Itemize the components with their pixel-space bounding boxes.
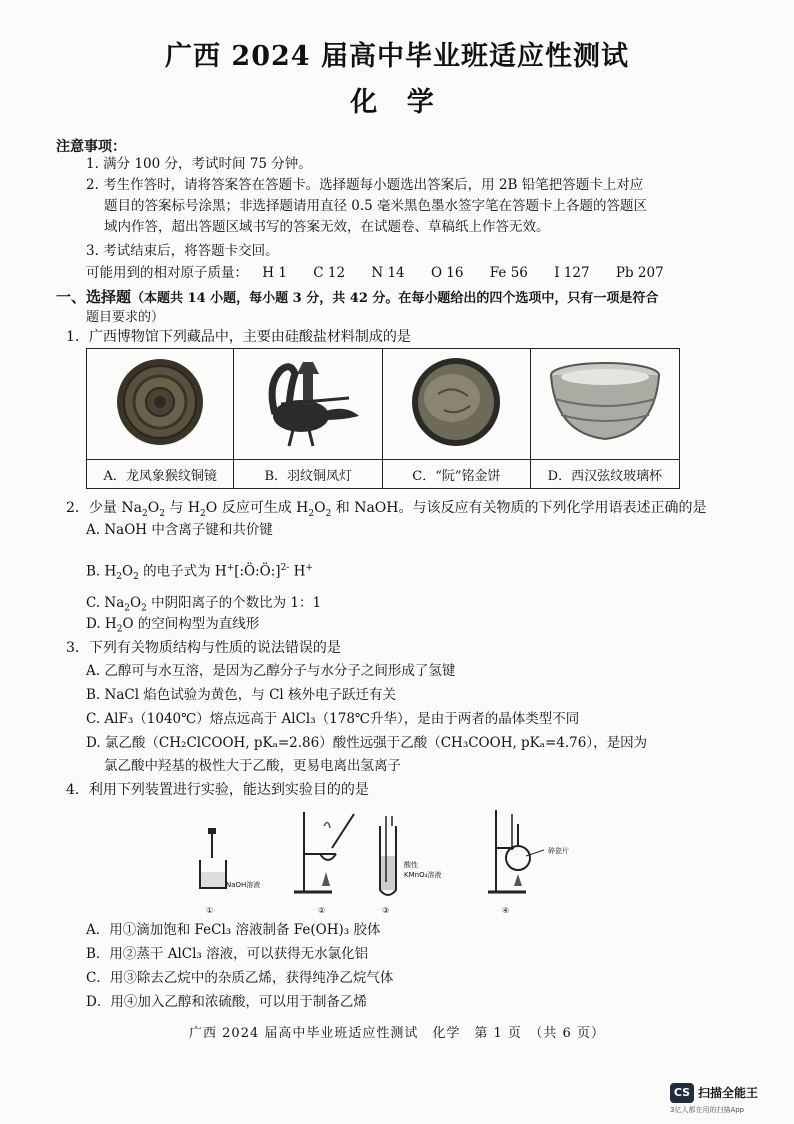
page-title: 广西 2024 届高中毕业班适应性测试 xyxy=(165,41,629,72)
mass-i: I 127 xyxy=(554,265,590,281)
apparatus-2-evaporation xyxy=(292,808,372,900)
section-heading-text: 一、选择题 xyxy=(56,288,132,306)
q2-stem: 2．少量 $Na_2O_2$ 与 $H_2O$ 反应可生成 $H_2O_2$ 和 NaOH。与该反应有关物质的下列化学用语表述正确的是 xyxy=(66,500,707,519)
notes-heading: 注意事项： xyxy=(56,139,126,155)
atomic-mass-row xyxy=(86,264,664,283)
note-3: 3. 考试结束后，将答题卡交回。 xyxy=(86,243,279,259)
scanner-watermark xyxy=(670,1082,780,1115)
mass-n: N 14 xyxy=(371,265,405,281)
q3-option-c: C. AlF₃（1040℃）熔点远高于 AlCl₃（178℃升华），是由于两者的晶体类型不同 xyxy=(86,711,580,727)
item-b-photo xyxy=(234,349,383,460)
q1-collection-table xyxy=(86,348,680,489)
mass-fe: Fe 56 xyxy=(489,265,528,281)
subject-title: 化 学 xyxy=(350,87,444,118)
camscanner-logo-icon: CS xyxy=(670,1083,694,1103)
watermark-tagline: 3亿人都在用的扫描App xyxy=(670,1105,745,1114)
mass-pb: Pb 207 xyxy=(615,265,664,281)
option-a-caption: A．龙凤象猴纹铜镜 xyxy=(87,460,234,489)
item-a-photo xyxy=(87,349,234,460)
note-2-cont: 题目的答案标号涂黑；非选择题请用直径 0.5 毫米黑色墨水签字笔在答题卡上各题的答题区 xyxy=(104,198,648,214)
apparatus-4-label: 碎瓷片 xyxy=(548,847,569,855)
apparatus-1-label: NaOH溶液 xyxy=(226,881,261,889)
apparatus-3-number: ③ xyxy=(382,906,390,915)
q3-option-d: D. 氯乙酸（CH₂ClCOOH, pKₐ=2.86）酸性远强于乙酸（CH₃COOH, pKₐ=4.76），是因为 xyxy=(86,735,648,751)
mass-o: O 16 xyxy=(430,265,464,281)
atomic-mass-label: 可能用到的相对原子质量： xyxy=(86,265,248,281)
q4-stem: 4．利用下列装置进行实验，能达到实验目的的是 xyxy=(66,782,369,798)
note-1: 1. 满分 100 分，考试时间 75 分钟。 xyxy=(86,156,312,172)
mass-h: H 1 xyxy=(262,265,287,281)
gold-cake-image xyxy=(408,354,504,450)
option-b-caption: B．羽纹铜凤灯 xyxy=(234,460,383,489)
mass-c: C 12 xyxy=(313,265,346,281)
bronze-mirror-image xyxy=(114,356,206,448)
glass-cup-image xyxy=(545,357,665,447)
q3-option-a: A. 乙醇可与水互溶，是因为乙醇分子与水分子之间形成了氢键 xyxy=(86,663,456,679)
q2-option-c: C. $Na_2O_2$ 中阴阳离子的个数比为 1：1 xyxy=(86,595,322,614)
q4-apparatus-figure xyxy=(196,808,636,920)
item-c-photo xyxy=(383,349,531,460)
apparatus-3-label-2: KMnO₄溶液 xyxy=(404,871,442,879)
apparatus-1-number: ① xyxy=(206,906,214,915)
q4-option-c: C．用③除去乙烷中的杂质乙烯，获得纯净乙烷气体 xyxy=(86,970,394,986)
section-heading xyxy=(56,286,658,307)
q2-option-a: A. NaOH 中含离子键和共价键 xyxy=(86,522,273,538)
q3-option-b: B. NaCl 焰色试验为黄色，与 Cl 核外电子跃迁有关 xyxy=(86,687,397,703)
option-c-caption: C．“阮”铭金饼 xyxy=(383,460,531,489)
q2-option-b: B. $H_2O_2$ 的电子式为 H+[:Ö:Ö:]$^{2-}$ H+ xyxy=(86,563,313,583)
page-footer: 广西 2024 届高中毕业班适应性测试 化学 第 1 页 （共 6 页） xyxy=(189,1026,605,1041)
option-d-caption: D．西汉弦纹玻璃杯 xyxy=(530,460,679,489)
q2-option-d: D. $H_2O$ 的空间构型为直线形 xyxy=(86,616,260,635)
q4-option-a: A．用①滴加饱和 FeCl₃ 溶液制备 Fe(OH)₃ 胶体 xyxy=(86,922,381,938)
note-2-cont2: 域内作答，超出答题区域书写的答案无效，在试题卷、草稿纸上作答无效。 xyxy=(104,219,550,235)
apparatus-3-label-1: 酸性 xyxy=(404,861,418,869)
note-2: 2. 考生作答时，请将答案答在答题卡。选择题每小题选出答案后，用 2B 铅笔把答题卡上对应 xyxy=(86,177,644,193)
q4-option-d: D．用④加入乙醇和浓硫酸，可以用于制备乙烯 xyxy=(86,994,367,1010)
section-desc-cont: 题目要求的） xyxy=(86,310,165,325)
apparatus-4-number: ④ xyxy=(502,906,510,915)
apparatus-4-flask xyxy=(486,808,556,900)
apparatus-3-test-tube xyxy=(372,816,412,902)
q1-stem: 1．广西博物馆下列藏品中，主要由硅酸盐材料制成的是 xyxy=(66,329,411,345)
q4-option-b: B．用②蒸干 AlCl₃ 溶液，可以获得无水氯化铝 xyxy=(86,946,369,962)
phoenix-lamp-image xyxy=(253,354,363,450)
section-desc: （本题共 14 小题，每小题 3 分，共 42 分。在每小题给出的四个选项中，只有一项是符合 xyxy=(131,291,659,306)
q3-option-d-cont: 氯乙酸中羟基的极性大于乙酸，更易电离出氢离子 xyxy=(104,758,401,774)
apparatus-2-number: ② xyxy=(318,906,326,915)
watermark-name: 扫描全能王 xyxy=(698,1086,759,1100)
item-d-photo xyxy=(530,349,679,460)
q3-stem: 3．下列有关物质结构与性质的说法错误的是 xyxy=(66,640,341,656)
